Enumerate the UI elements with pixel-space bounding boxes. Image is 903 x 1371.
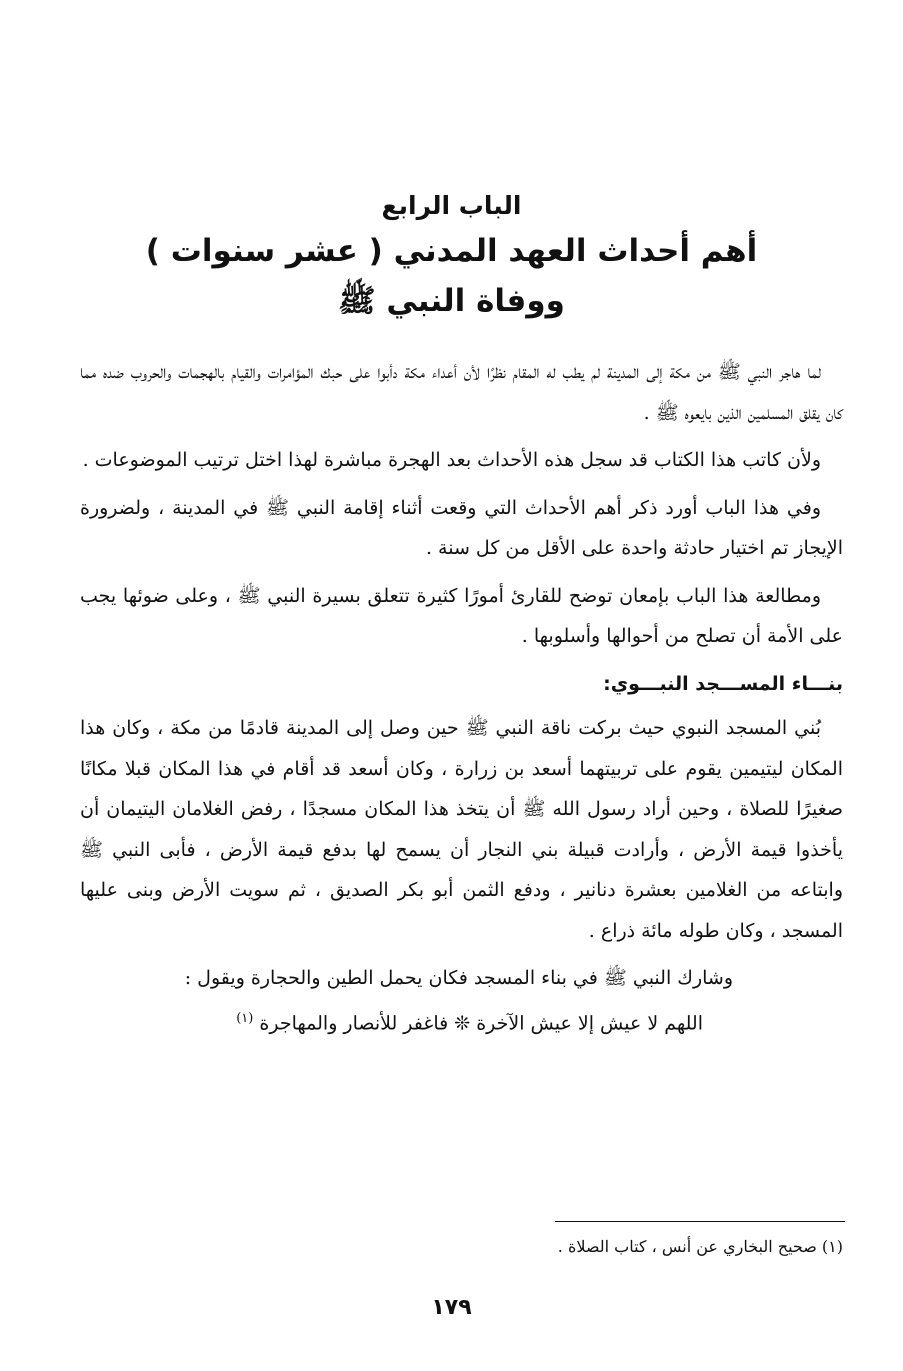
chapter-header [0,186,903,326]
intro-paragraph-3: وفي هذا الباب أورد ذكر أهم الأحداث التي وقعت أثناء إقامة النبي ﷺ في المدينة ، ولضرورة الإيجاز تم اختيار حادثة واحدة على الأقل من كل سنة . [80,496,843,559]
section-paragraph: بُني المسجد النبوي حيث بركت ناقة النبي ﷺ حين وصل إلى المدينة قادمًا من مكة ، وكان هذا المكان ليتيمين يقوم على تربيتهما أسعد بن زرارة ، وكان أسعد قد أقام في هذا المكان قبلا مكانًا صغيرًا للصلاة ، وحين أراد رسول الله ﷺ أن يتخذ هذا المكان مسجدًا ، رفض الغلامان اليتيمان أن يأخذوا قيمة الأرض ، وأرادت قبيلة بني النجار أن يسمح لها بدفع قيمة الأرض ، فأبى النبي ﷺ وابتاعه من الغلامين بعشرة دنانير ، ودفع الثمن أبو بكر الصديق ، ثم سويت الأرض وبنى عليها المسجد ، وكان طوله مائة ذراع . [80,717,844,942]
body-text [80,352,843,1043]
intro-paragraph-2: ولأن كاتب هذا الكتاب قد سجل هذه الأحداث بعد الهجرة مباشرة لهذا اختل ترتيب الموضوعات . [82,449,821,471]
poem-verse [80,999,843,1044]
page-number: ١٧٩ [431,1295,472,1320]
section-heading: بنـــاء المســـجد النبـــوي: [603,672,843,695]
intro-paragraph-1: لما هاجر النبي ﷺ من مكة إلى المدينة لم يطب له المقام نظرًا لأن أعداء مكة دأبوا على حبك المؤامرات والقيام بالهجمات والحروب ضده مما كان يقلق المسلمين الذين بايعوه ﷺ . [80,361,843,424]
section-line-after: وشارك النبي ﷺ في بناء المسجد فكان يحمل الطين والحجارة ويقول : [184,967,733,989]
intro-paragraph-4: ومطالعة هذا الباب بإمعان توضح للقارئ أمورًا كثيرة تتعلق بسيرة النبي ﷺ ، وعلى ضوئها يجب على الأمة أن تصلح من أحوالها وأسلوبها . [80,584,843,647]
poem-text: اللهم لا عيش إلا عيش الآخرة ❊ فاغفر للأنصار والمهاجرة [259,1011,703,1034]
chapter-label: الباب الرابع [381,191,522,220]
chapter-title-line-1: أهم أحداث العهد المدني ( عشر سنوات ) [145,233,758,269]
footnote-reference: (١) [236,1010,254,1026]
footnote-divider [555,1221,845,1222]
footnote: (١) صحيح البخاري عن أنس ، كتاب الصلاة . [557,1237,843,1256]
chapter-title-line-2: ووفاة النبي ﷺ [338,283,565,319]
